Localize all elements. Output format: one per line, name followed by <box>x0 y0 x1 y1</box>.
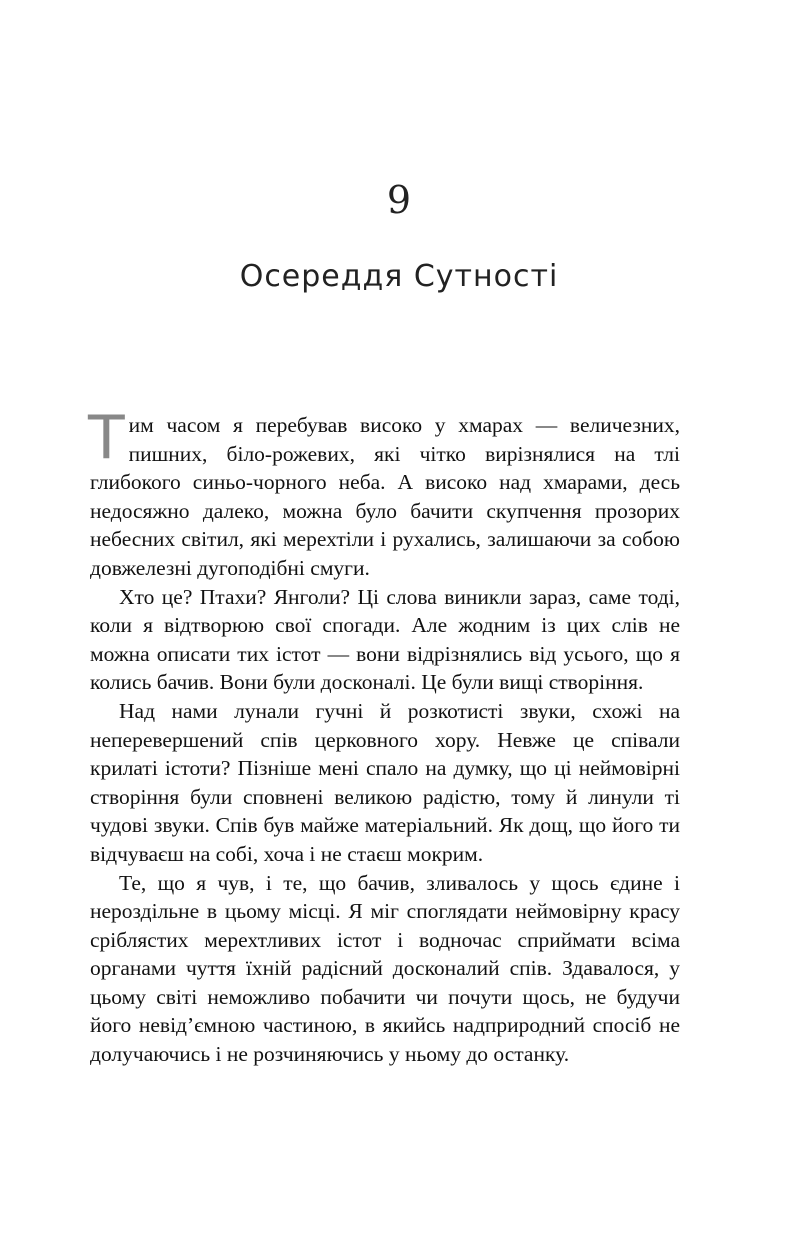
paragraph-1-text: им часом я перебував високо у хмарах — величезних, пишних, біло-рожевих, які чітко вирізнялися на тлі глибокого синьо-чорного неба. А високо над хмарами, десь недосяжно далеко, можна було бачити скупчення прозорих небесних світил, які мерехтіли і рухались, залишаючи за собою довжелезні дугоподібні смуги. <box>90 413 680 580</box>
paragraph-2: Хто це? Птахи? Янголи? Ці слова виникли зараз, саме тоді, коли я відтворюю свої спогади. Але жодним із цих слів не можна описати тих істот — вони відрізнялись від усього, що я колись бачив. Вони були досконалі. Це були вищі створіння. <box>90 584 680 695</box>
drop-cap: Т <box>88 403 125 473</box>
paragraph-4: Те, що я чув, і те, що бачив, зливалось у щось єдине і нероздільне в цьому місці. Я міг споглядати неймовірну красу сріблястих мерехтливих істот і водночас сприймати всіма органами чуття їхній радісний досконалий спів. Здавалося, у цьому світі неможливо побачити чи почути щось, не будучи його невід’ємною частиною, в якийсь надприродний спосіб не долучаючись і не розчиняючись у ньому до останку. <box>90 870 680 1067</box>
chapter-title: Осереддя Сутності <box>239 259 559 294</box>
chapter-body <box>88 403 680 1069</box>
paragraph-1 <box>88 403 680 583</box>
chapter-number: 9 <box>386 178 412 222</box>
paragraph-3: Над нами лунали гучні й розкотисті звуки, схожі на неперевершений спів церковного хору. Невже це співали крилаті істоти? Пізніше мені спало на думку, що ці неймовірні створіння були сповнені великою радістю, тому й линули ті чудові звуки. Спів був майже матеріальний. Як дощ, що його ти відчуваєш на собі, хоча і не стаєш мокрим. <box>90 698 680 866</box>
